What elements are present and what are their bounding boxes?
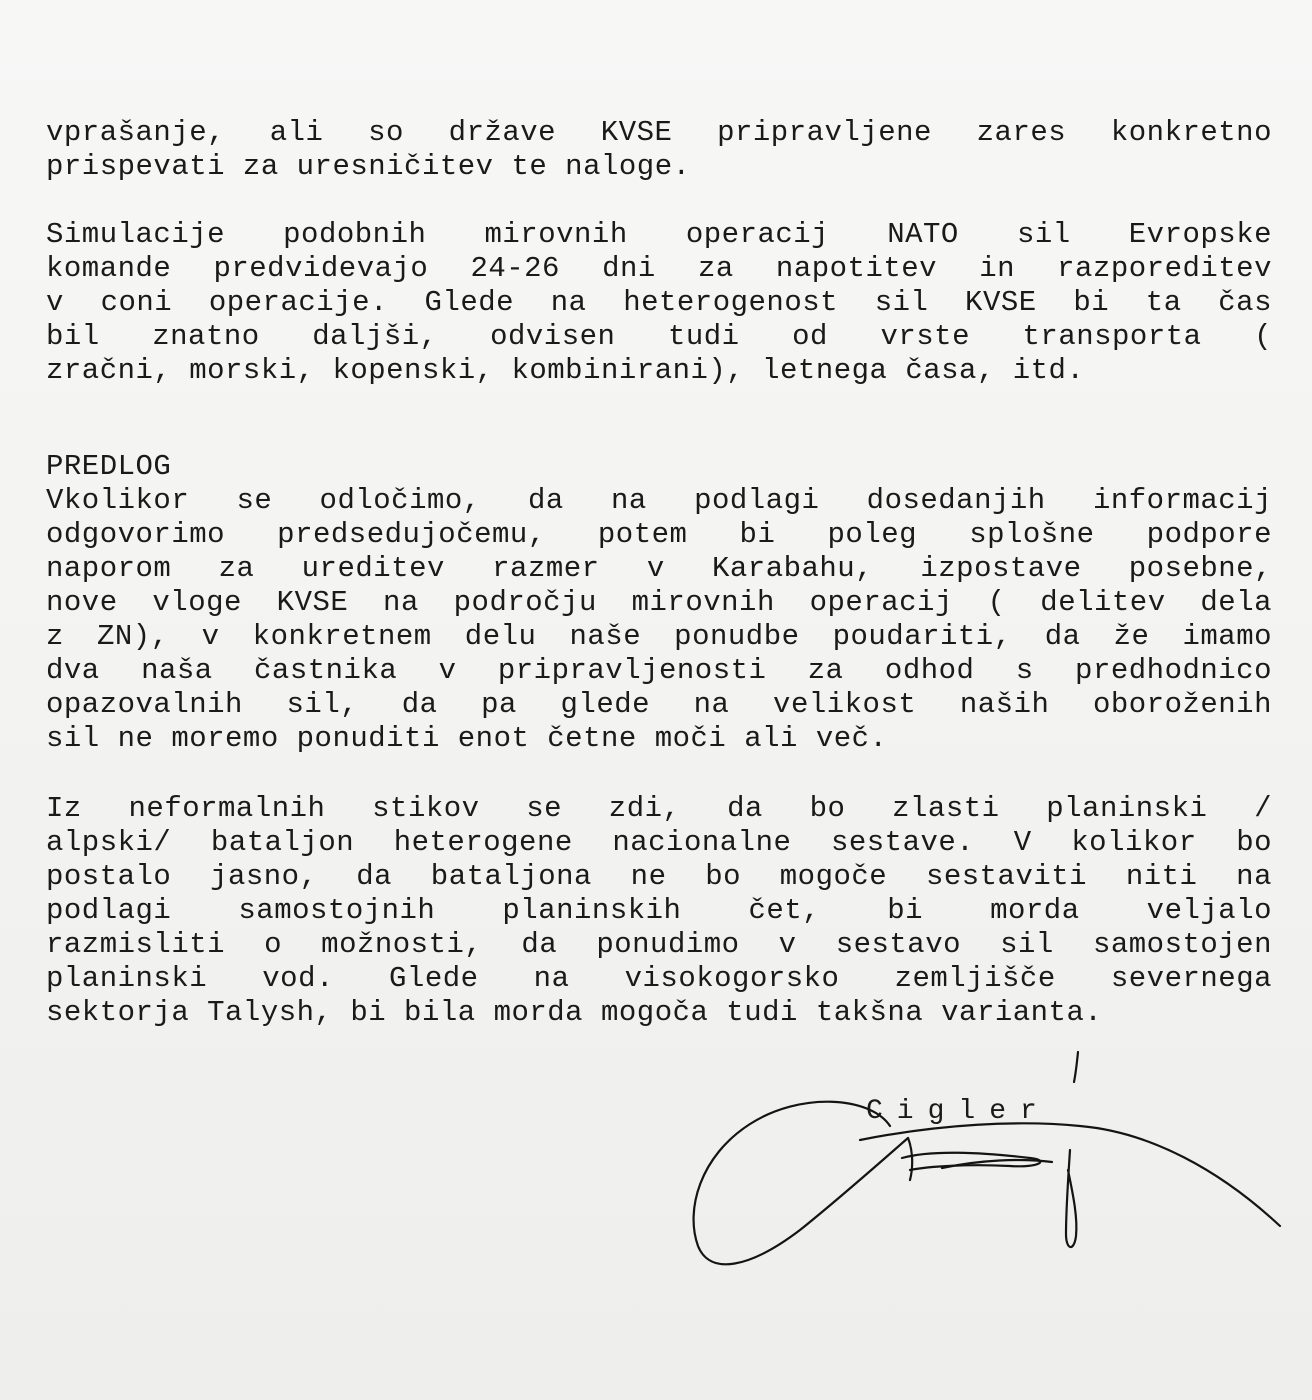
text-line: podlagi samostojnih planinskih čet, bi morda veljalo	[46, 894, 1272, 927]
text-line: sil ne moremo ponuditi enot četne moči ali več.	[46, 722, 888, 755]
text-line: Vkolikor se odločimo, da na podlagi dosedanjih informacij	[46, 484, 1272, 517]
text-line: bil znatno daljši, odvisen tudi od vrste transporta (	[46, 320, 1272, 353]
paragraph-2	[46, 218, 1272, 388]
heading-text: PREDLOG	[46, 450, 172, 483]
text-line: z ZN), v konkretnem delu naše ponudbe poudariti, da že imamo	[46, 620, 1272, 653]
text-line: zračni, morski, kopenski, kombinirani), letnega časa, itd.	[46, 354, 1085, 387]
signatory-name: Cigler	[866, 1096, 1051, 1127]
text-line: vprašanje, ali so države KVSE pripravljene zares konkretno	[46, 116, 1272, 149]
text-line: razmisliti o možnosti, da ponudimo v sestavo sil samostojen	[46, 928, 1272, 961]
text-line: alpski/ bataljon heterogene nacionalne sestave. V kolikor bo	[46, 826, 1272, 859]
section-heading	[46, 450, 1272, 484]
handwritten-signature	[680, 1040, 1290, 1280]
paragraph-1	[46, 116, 1272, 184]
text-line: planinski vod. Glede na visokogorsko zemljišče severnega	[46, 962, 1272, 995]
text-line: v coni operacije. Glede na heterogenost sil KVSE bi ta čas	[46, 286, 1272, 319]
paragraph-3	[46, 484, 1272, 756]
text-line: naporom za ureditev razmer v Karabahu, izpostave posebne,	[46, 552, 1272, 585]
paragraph-4	[46, 792, 1272, 1030]
text-line: opazovalnih sil, da pa glede na velikost naših oboroženih	[46, 688, 1272, 721]
text-line: komande predvidevajo 24-26 dni za napotitev in razporeditev	[46, 252, 1272, 285]
text-line: prispevati za uresničitev te naloge.	[46, 150, 691, 183]
text-line: nove vloge KVSE na področju mirovnih operacij ( delitev dela	[46, 586, 1272, 619]
text-line: dva naša častnika v pripravljenosti za odhod s predhodnico	[46, 654, 1272, 687]
text-line: Simulacije podobnih mirovnih operacij NATO sil Evropske	[46, 218, 1272, 251]
text-line: postalo jasno, da bataljona ne bo mogoče sestaviti niti na	[46, 860, 1272, 893]
text-line: Iz neformalnih stikov se zdi, da bo zlasti planinski /	[46, 792, 1272, 825]
text-line: odgovorimo predsedujočemu, potem bi poleg splošne podpore	[46, 518, 1272, 551]
text-line: sektorja Talysh, bi bila morda mogoča tudi takšna varianta.	[46, 996, 1103, 1029]
